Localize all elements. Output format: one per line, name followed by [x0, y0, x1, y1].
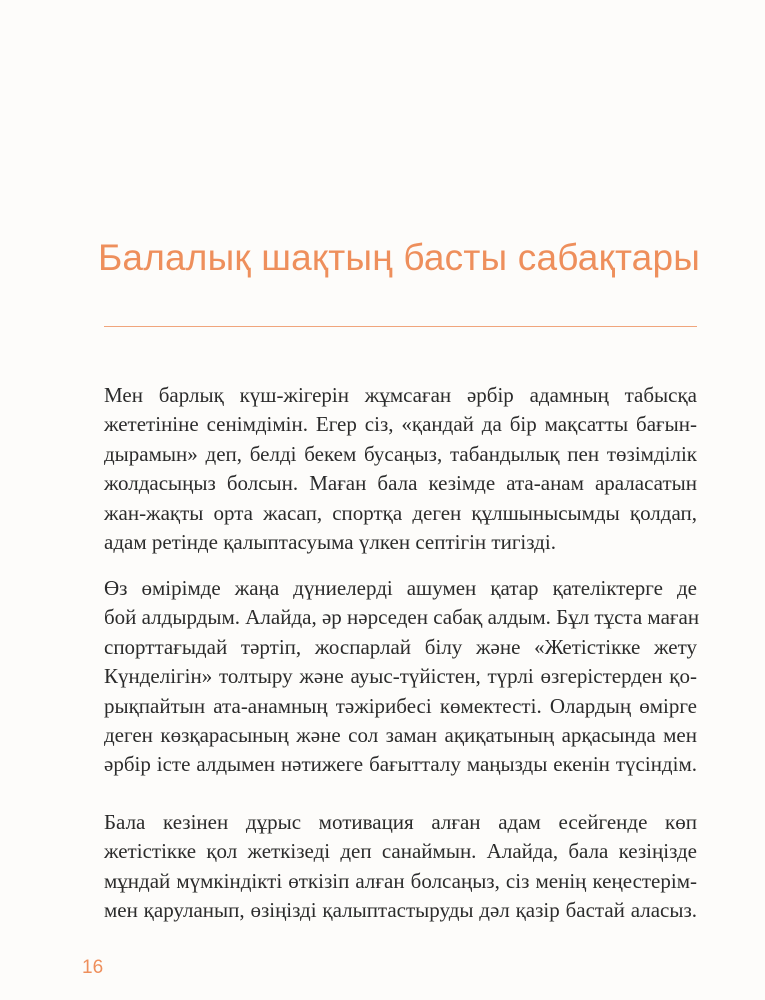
text-line: рықпайтын ата-анамның тәжірибесі көмектесті. Олардың өмірге	[104, 693, 697, 718]
text-line: мұндай мүмкіндікті өткізіп алған болсаңыз, сіз менің кеңестерім-	[104, 868, 697, 893]
text-line: деген көзқарасының және сол заман ақиқатының арқасында мен	[104, 723, 697, 748]
text-line: Бала кезінен дұрыс мотивация алған адам есейгенде көп	[104, 810, 697, 834]
text-line: Мен барлық күш-жігерін жұмсаған әрбір адамның табысқа	[104, 383, 697, 407]
text-line: мен қаруланып, өзіңізді қалыптастыруды дәл қазір бастай аласыз.	[104, 898, 697, 923]
text-line: жан-жақты орта жасап, спортқа деген құлшынысымды қолдап,	[104, 500, 697, 525]
text-line: әрбір істе алдымен нәтижеге бағытталу маңызды екенін түсіндім.	[104, 752, 697, 777]
text-line: Өз өмірімде жаңа дүниелерді ашумен қатар қателіктерге де	[104, 576, 697, 600]
text-line: Күнделігін» толтыру және ауыс-түйістен, түрлі өзгерістерден қо-	[104, 664, 697, 689]
paragraph-2	[104, 574, 700, 780]
text-line: дырамын» деп, белді бекем бусаңыз, табандылық пен төзімділік	[104, 441, 697, 466]
chapter-title: Балалық шақтың басты сабақтары	[97, 237, 701, 278]
title-divider	[104, 326, 697, 327]
page-number: 16	[82, 957, 104, 978]
text-line: спорттағыдай тәртіп, жоспарлай білу және «Жетістікке жету	[104, 634, 697, 659]
paragraph-3	[104, 808, 697, 926]
paragraph-1	[104, 381, 697, 557]
text-line: бой алдырдым. Алайда, әр нәрседен сабақ алдым. Бұл тұста маған	[104, 605, 700, 630]
text-line: жетістікке қол жеткізеді деп санаймын. Алайда, бала кезіңізде	[104, 839, 697, 864]
text-line: жолдасыңыз болсын. Маған бала кезімде ата-анам араласатын	[104, 471, 697, 496]
text-line: жететініне сенімдімін. Егер сіз, «қандай да бір мақсатты бағын-	[104, 412, 697, 437]
text-line: адам ретінде қалыптасуыма үлкен септігін тигізді.	[104, 530, 556, 555]
